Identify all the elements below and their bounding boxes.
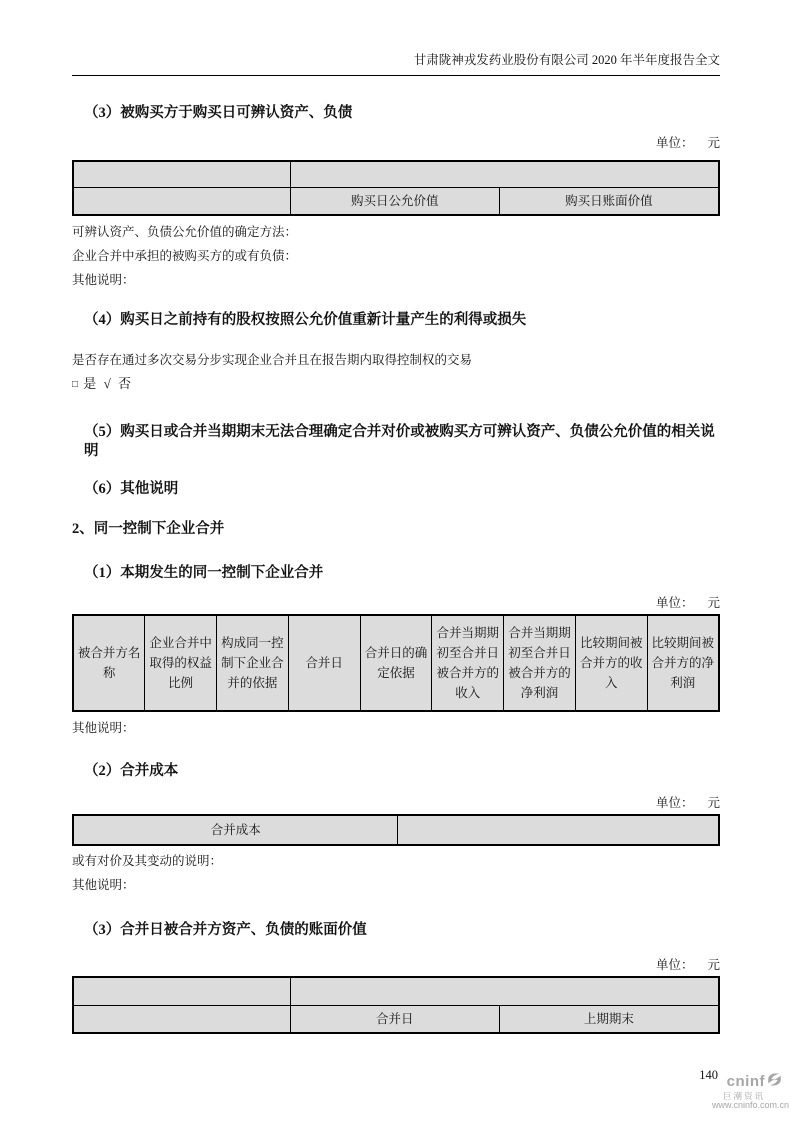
- merge-cost-table: [72, 814, 720, 846]
- table-row: [73, 977, 719, 1005]
- page-number: 140: [699, 1068, 718, 1082]
- cninfo-logo-row: [699, 1072, 789, 1092]
- section3-title: （3）被购买方于购买日可辨认资产、负债: [84, 105, 353, 121]
- same-control-merge-table: [72, 614, 720, 712]
- unit-value: 元: [707, 796, 720, 810]
- unit-label: 单位：: [655, 796, 694, 810]
- section6-title: （6）其他说明: [84, 481, 179, 497]
- note-other: 其他说明：: [72, 273, 135, 287]
- merge-cost-value-cell: [398, 815, 719, 845]
- col-header-prior-period: 上期期末: [499, 1005, 719, 1033]
- unit-value: 元: [707, 596, 720, 610]
- unit-value: 元: [707, 136, 720, 150]
- col-header-merge-date: 合并日: [290, 1005, 499, 1033]
- table-row: [73, 815, 719, 845]
- cninfo-brand-text: cninf: [726, 1073, 765, 1091]
- checkbox-unchecked-icon: □: [72, 379, 80, 390]
- note-other-2: 其他说明：: [72, 878, 135, 892]
- col-header-basis: 构成同一控制下企业合并的依据: [217, 615, 289, 711]
- empty-header-cell: [290, 977, 719, 1005]
- yes-label: 是: [83, 376, 98, 391]
- note-other-1: 其他说明：: [72, 721, 135, 735]
- col-header-book-value: 购买日账面价值: [499, 187, 719, 215]
- col-header-merged-party: 被合并方名称: [73, 615, 145, 711]
- checkmark-icon: √: [103, 376, 112, 391]
- table-header-row: [73, 615, 719, 711]
- cninfo-url: www.cninfo.com.cn: [711, 1099, 789, 1110]
- unit-label: 单位：: [655, 596, 694, 610]
- unit-line-1: [72, 136, 720, 151]
- section4-title: （4）购买日之前持有的股权按照公允价值重新计量产生的利得或损失: [84, 312, 527, 328]
- unit-line-3: [72, 796, 720, 811]
- unit-label: 单位：: [655, 136, 694, 150]
- note-method: 可辨认资产、负债公允价值的确定方法：: [72, 225, 298, 239]
- section5-title: （5）购买日或合并当期期末无法合理确定合并对价或被购买方可辨认资产、负债公允价值的相关说明: [84, 424, 715, 459]
- note-contingent: 企业合并中承担的被购买方的或有负债：: [72, 249, 298, 263]
- col-header-compare-profit: 比较期间被合并方的净利润: [647, 615, 719, 711]
- yes-no-choice: [72, 376, 720, 394]
- col-header-date-basis: 合并日的确定依据: [360, 615, 432, 711]
- step-merge-question: 是否存在通过多次交易分步实现企业合并且在报告期内取得控制权的交易: [72, 353, 473, 367]
- empty-header-cell: [73, 161, 290, 187]
- cninfo-logo: [699, 1072, 789, 1110]
- cninfo-chinese-name: 巨潮资讯: [722, 1090, 765, 1101]
- book-value-table: [72, 976, 720, 1034]
- col-header-equity-ratio: 企业合并中取得的权益比例: [145, 615, 217, 711]
- cninfo-swirl-icon: [766, 1072, 783, 1092]
- empty-header-cell: [290, 161, 719, 187]
- note-contingent-2: 或有对价及其变动的说明：: [72, 854, 223, 868]
- merge-cost-header-cell: 合并成本: [73, 815, 398, 845]
- unit-line-4: [72, 958, 720, 973]
- empty-header-cell: [73, 977, 290, 1005]
- unit-value: 元: [707, 958, 720, 972]
- col-header-income-to-date: 合并当期期初至合并日被合并方的收入: [432, 615, 504, 711]
- table-row: [73, 1005, 719, 1033]
- same-control-heading: 2、同一控制下企业合并: [72, 521, 225, 537]
- col-header-profit-to-date: 合并当期期初至合并日被合并方的净利润: [504, 615, 576, 711]
- table-row: [73, 187, 719, 215]
- col-header-fair-value: 购买日公允价值: [290, 187, 499, 215]
- sub3-title: （3）合并日被合并方资产、负债的账面价值: [84, 922, 367, 938]
- running-header: 甘肃陇神戎发药业股份有限公司 2020 年半年度报告全文: [72, 52, 720, 76]
- col-header-merge-date: 合并日: [288, 615, 360, 711]
- empty-header-cell: [73, 187, 290, 215]
- unit-label: 单位：: [655, 958, 694, 972]
- sub2-title: （2）合并成本: [84, 763, 179, 779]
- unit-line-2: [72, 596, 720, 611]
- empty-header-cell: [73, 1005, 290, 1033]
- no-label: 否: [117, 376, 132, 391]
- sub1-title: （1）本期发生的同一控制下企业合并: [84, 565, 324, 581]
- col-header-compare-income: 比较期间被合并方的收入: [575, 615, 647, 711]
- table-row: [73, 161, 719, 187]
- identifiable-assets-table: [72, 160, 720, 216]
